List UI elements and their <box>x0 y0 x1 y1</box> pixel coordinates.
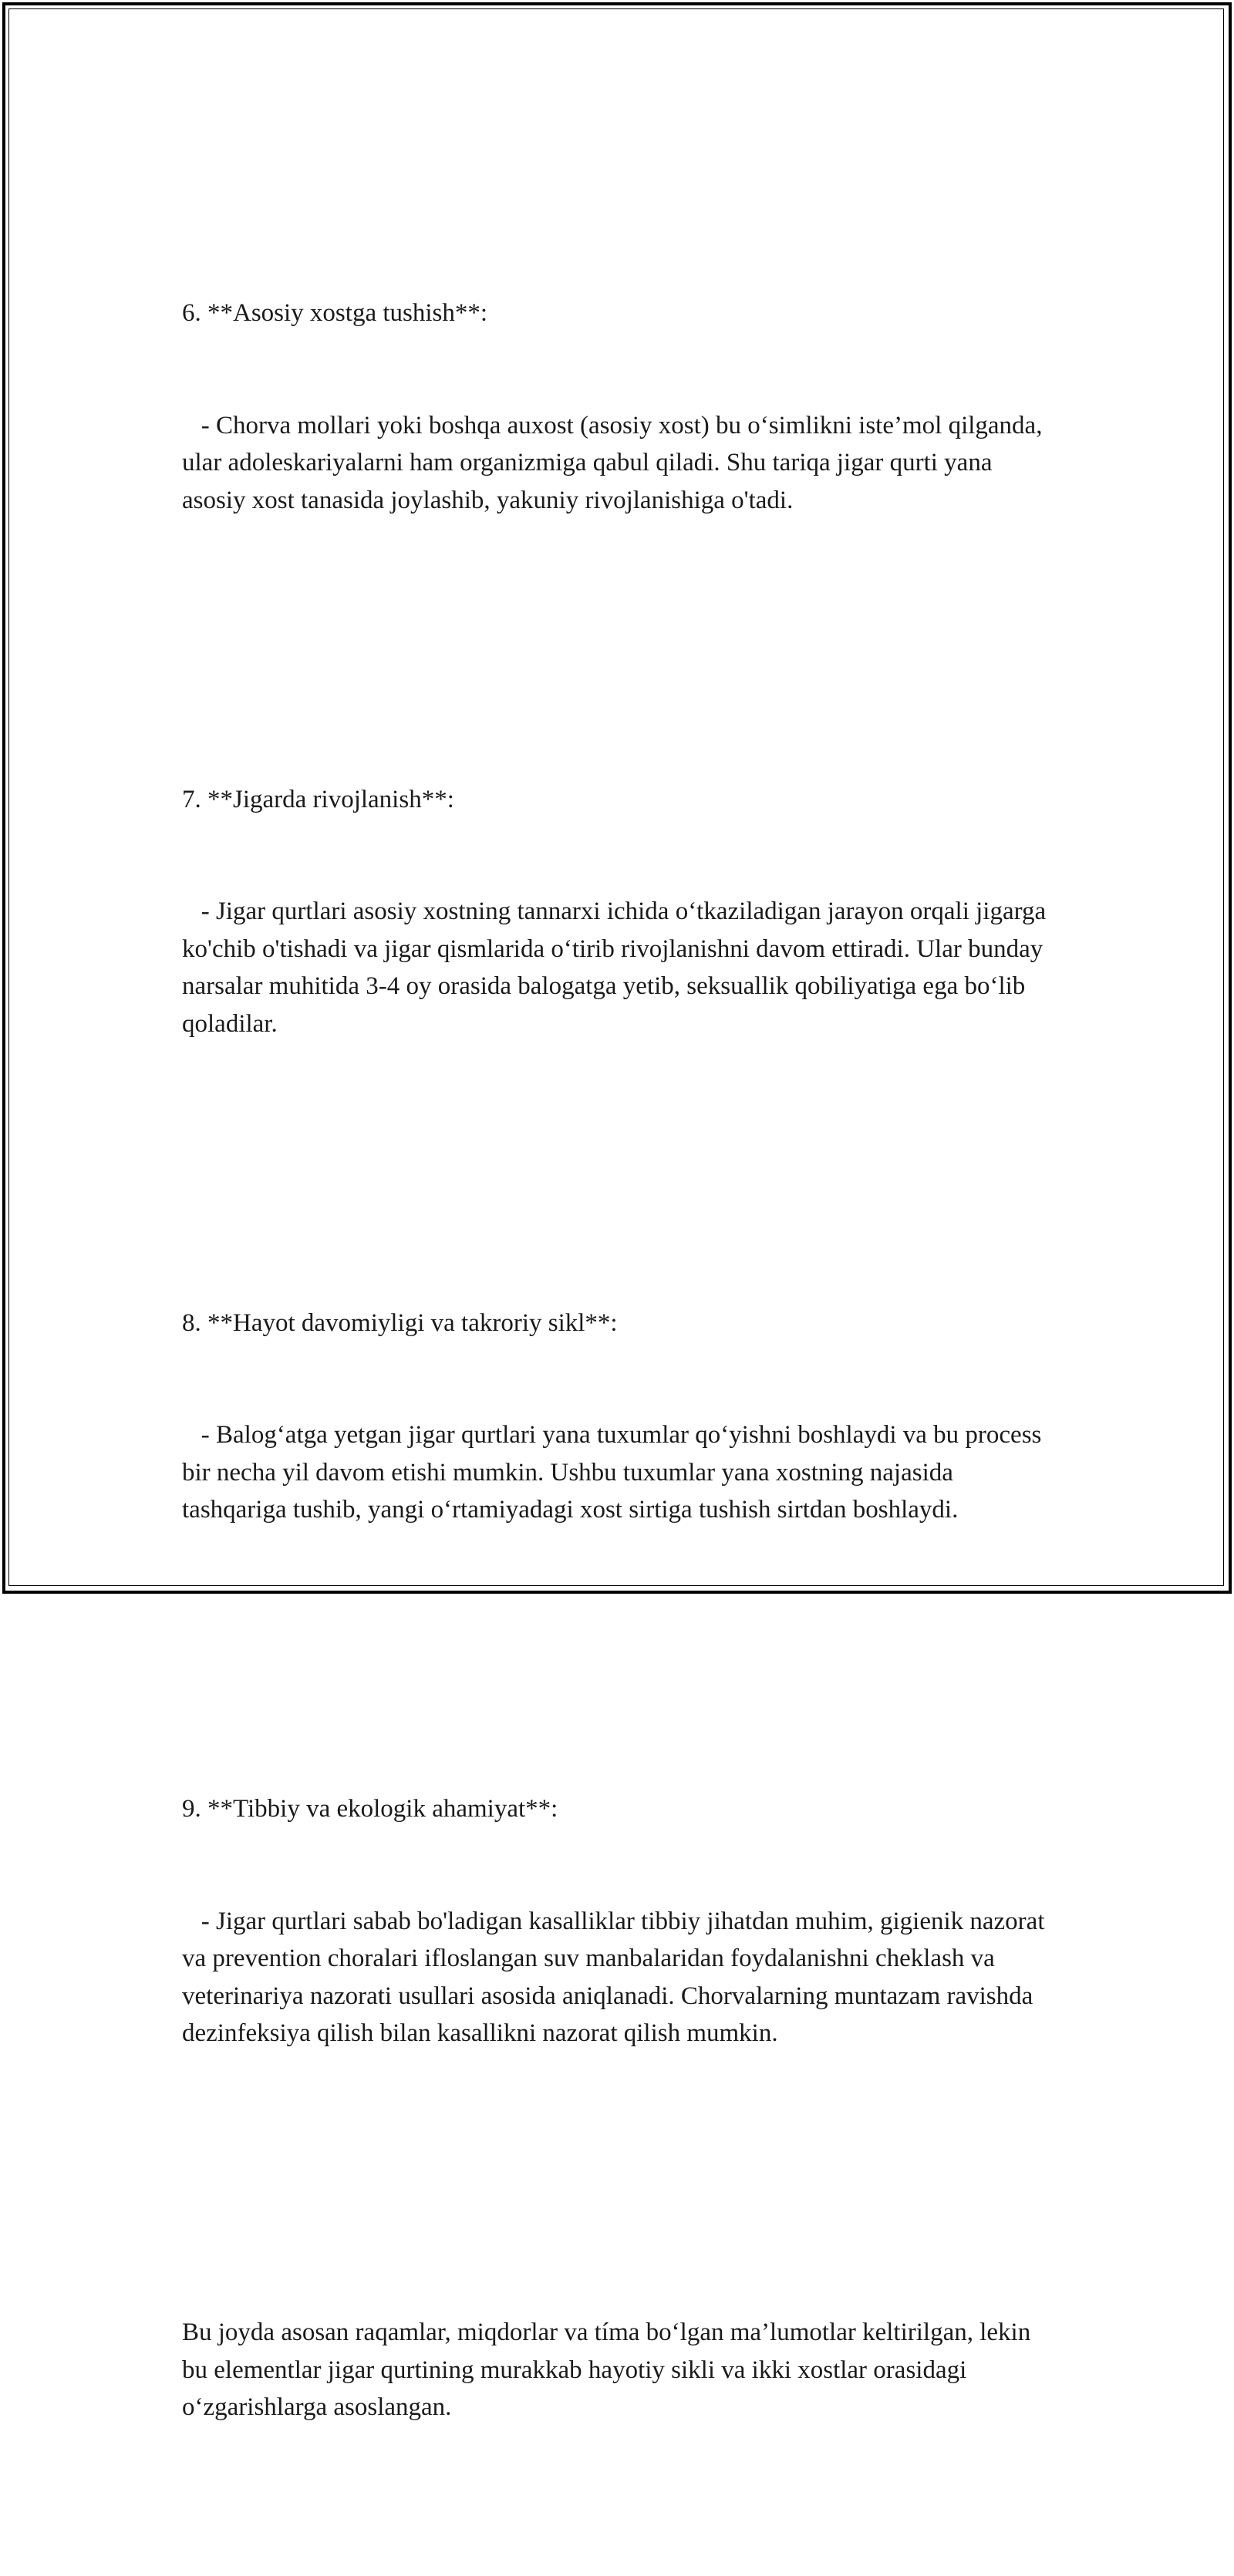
section-8 <box>182 1230 1061 1604</box>
closing-text: Bu joyda asosan raqamlar, miqdorlar va tíma bo‘lgan ma’lumotlar keltirilgan, lekin bu elementlar jigar qurtining murakkab hayotiy sikli va ikki xostlar orasidagi o‘zgarishlarga asoslangan. <box>182 2318 1037 2421</box>
section-body: - Jigar qurtlari asosiy xostning tannarxi ichida o‘tkaziladigan jarayon orqali jigarga ko'chib o'tishadi va jigar qismlarida o‘tirib rivojlanishni davom ettiradi. Ular bunday narsalar muhitida 3-4 oy orasida balogatga yetib, seksuallik qobiliyatiga ega bo‘lib qoladilar. <box>182 897 1053 1038</box>
section-body: - Jigar qurtlari sabab bo'ladigan kasalliklar tibbiy jihatdan muhim, gigienik nazorat va prevention choralari ifloslangan suv manbalaridan foydalanishni cheklash va veterinariya nazorati usullari asosida aniqlanadi. Chorvalarning muntazam ravishda dezinfeksiya qilish bilan kasallikni nazorat qilish mumkin. <box>182 1907 1051 2047</box>
section-body: - Balog‘atga yetgan jigar qurtlari yana tuxumlar qo‘yishni boshlaydi va bu process bir necha yil davom etishi mumkin. Ushbu tuxumlar yana xostning najasida tashqariga tushib, yangi o‘rtamiyadagi xost sirtiga tushish sirtdan boshlaydi. <box>182 1421 1048 1524</box>
document-body <box>182 145 1061 2576</box>
section-heading: 8. **Hayot davomiyligi va takroriy sikl**: <box>182 1308 618 1337</box>
section-heading: 6. **Asosiy xostga tushish**: <box>182 299 488 327</box>
section-heading: 7. **Jigarda rivojlanish**: <box>182 785 454 813</box>
closing-paragraph <box>182 2239 1061 2501</box>
section-6 <box>182 220 1061 594</box>
section-7 <box>182 706 1061 1118</box>
section-9 <box>182 1716 1061 2127</box>
section-heading: 9. **Tibbiy va ekologik ahamiyat**: <box>182 1795 558 1823</box>
section-body: - Chorva mollari yoki boshqa auxost (asosiy xost) bu o‘simlikni iste’mol qilganda, ular adoleskariyalarni ham organizmiga qabul qiladi. Shu tariqa jigar qurti yana asosiy xost tanasida joylashib, yakuniy rivojlanishiga o'tadi. <box>182 411 1049 514</box>
